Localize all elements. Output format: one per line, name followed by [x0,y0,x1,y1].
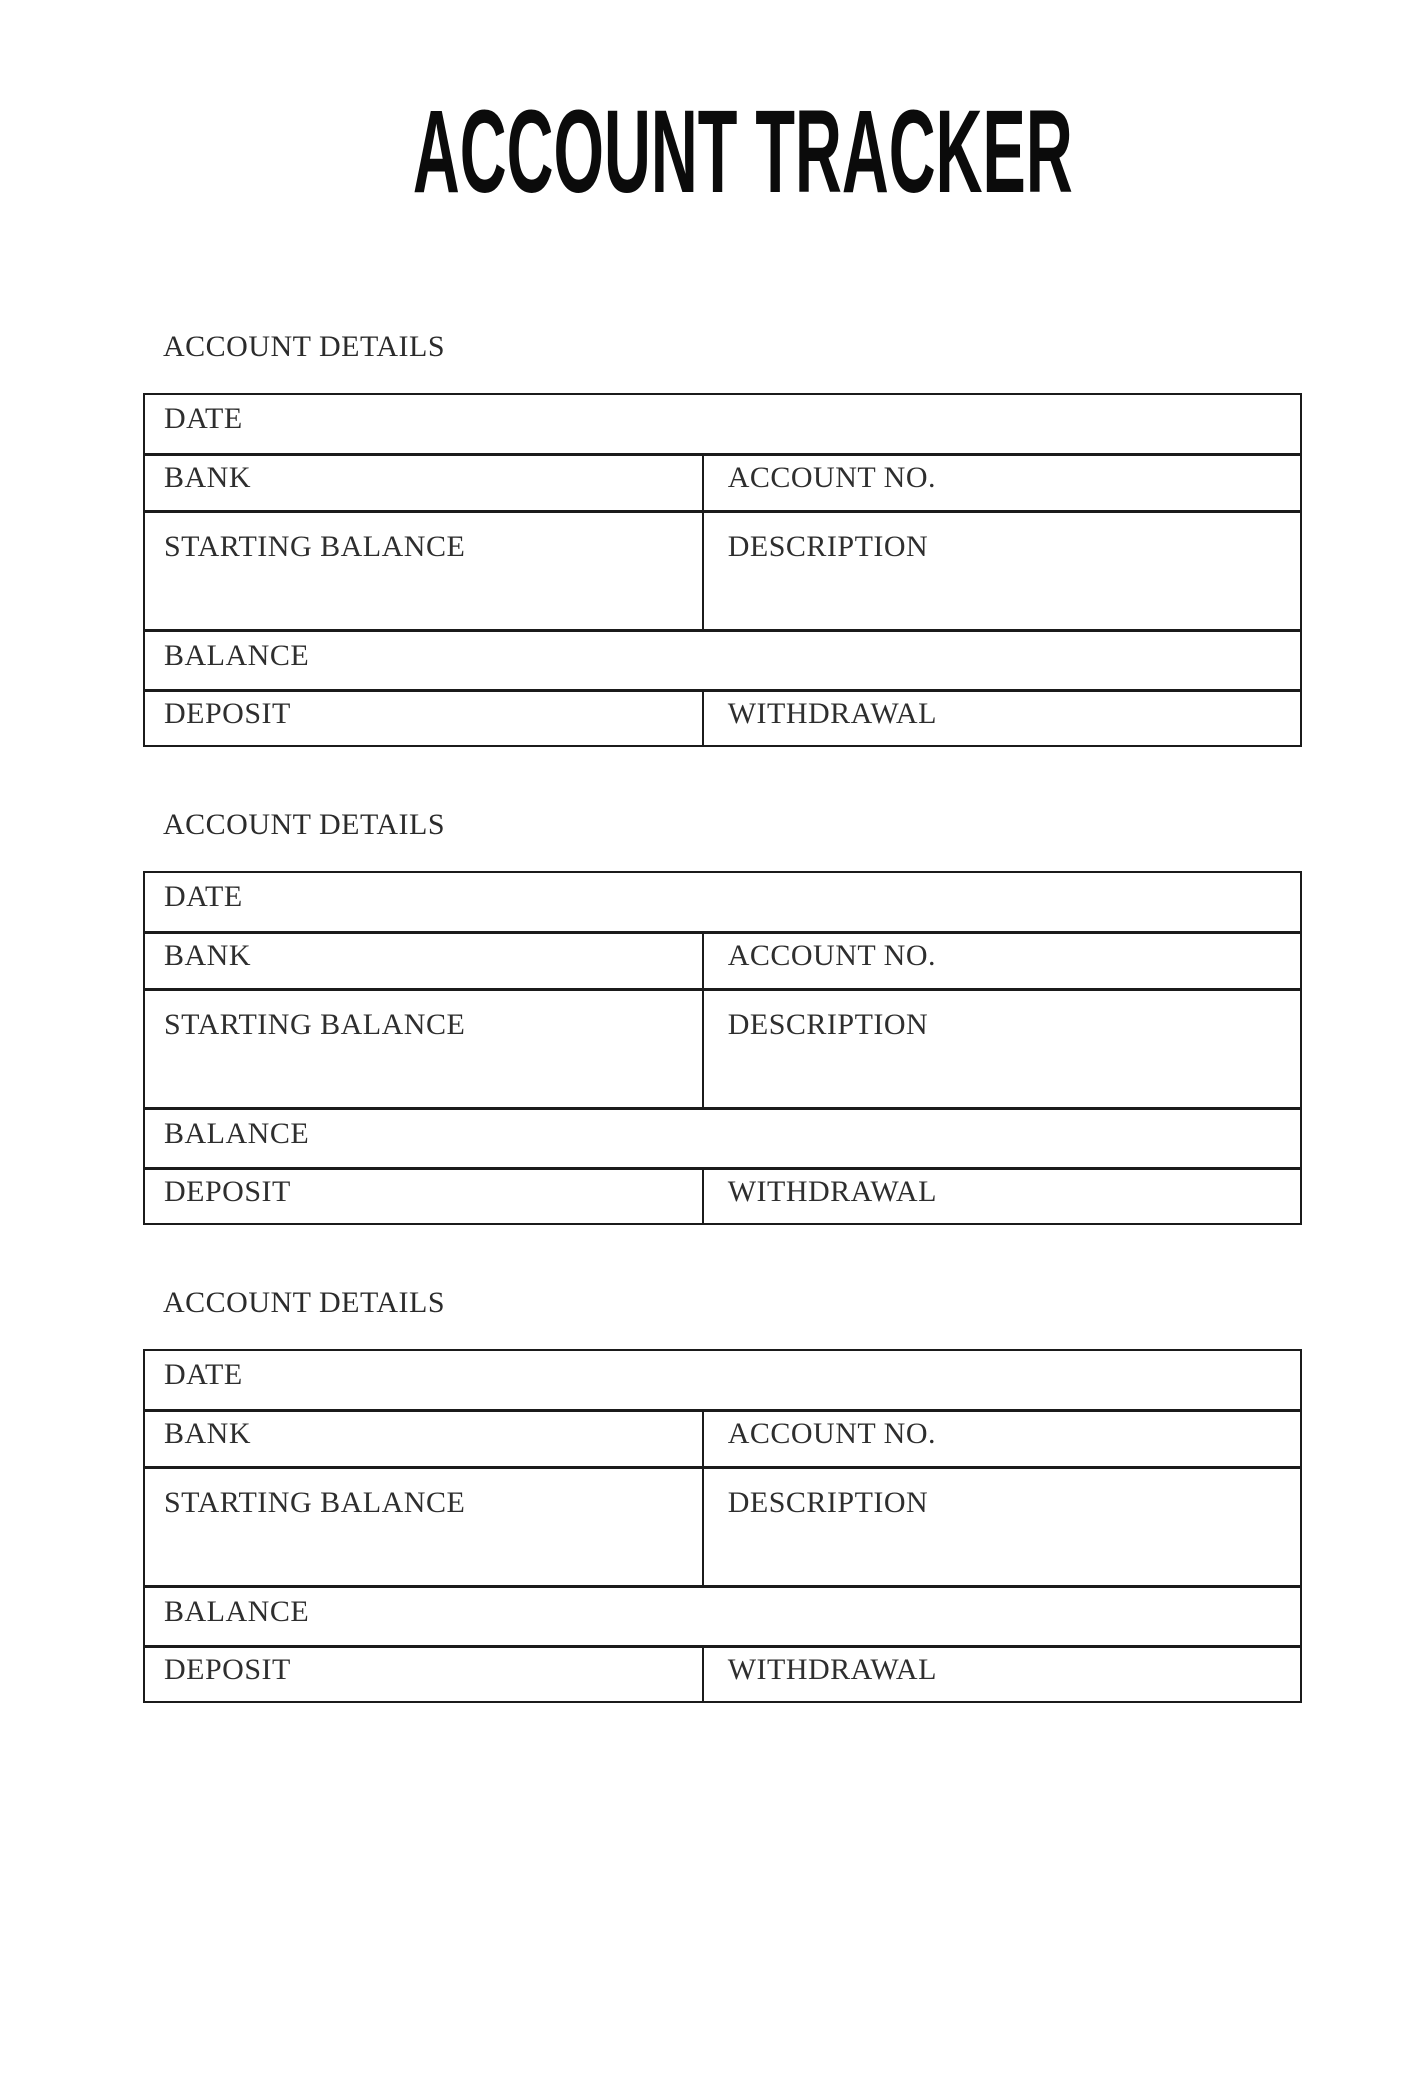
description-label: DESCRIPTION [702,513,1300,629]
account-no-label: ACCOUNT NO. [702,456,1300,510]
date-label: DATE [164,402,243,435]
table-row-bank-account [145,1409,1300,1466]
date-label: DATE [164,1358,243,1391]
account-no-label: ACCOUNT NO. [702,1412,1300,1466]
deposit-label: DEPOSIT [164,1652,291,1686]
starting-balance-label: STARTING BALANCE [164,530,466,563]
balance-label: BALANCE [164,638,310,672]
account-details-section-2 [143,807,1302,1225]
account-details-table [143,393,1302,747]
withdrawal-label: WITHDRAWAL [702,1170,1300,1223]
table-row-deposit-withdrawal [145,1645,1300,1701]
table-row-starting-description [145,988,1300,1107]
withdrawal-label: WITHDRAWAL [702,692,1300,745]
table-row-date [145,873,1300,931]
table-row-balance [145,1107,1300,1167]
page-title: ACCOUNT TRACKER [412,86,1073,218]
table-row-date [145,1351,1300,1409]
section-heading: ACCOUNT DETAILS [163,808,446,841]
bank-label: BANK [164,1417,252,1450]
account-details-table [143,871,1302,1225]
description-label: DESCRIPTION [702,1469,1300,1585]
table-row-starting-description [145,510,1300,629]
account-tracker-page [0,86,1414,2096]
balance-label: BALANCE [164,1116,310,1150]
table-row-bank-account [145,453,1300,510]
section-heading: ACCOUNT DETAILS [163,330,446,363]
table-row-bank-account [145,931,1300,988]
table-row-deposit-withdrawal [145,1167,1300,1223]
bank-label: BANK [164,939,252,972]
account-details-section-1 [143,329,1302,747]
account-details-table [143,1349,1302,1703]
starting-balance-label: STARTING BALANCE [164,1008,466,1041]
date-label: DATE [164,880,243,913]
table-row-balance [145,1585,1300,1645]
description-label: DESCRIPTION [702,991,1300,1107]
table-row-deposit-withdrawal [145,689,1300,745]
deposit-label: DEPOSIT [164,1174,291,1208]
account-details-section-3 [143,1285,1302,1703]
table-row-balance [145,629,1300,689]
starting-balance-label: STARTING BALANCE [164,1486,466,1519]
page-title-wrap [143,86,1302,218]
account-no-label: ACCOUNT NO. [702,934,1300,988]
bank-label: BANK [164,461,252,494]
table-row-starting-description [145,1466,1300,1585]
section-heading: ACCOUNT DETAILS [163,1286,446,1319]
deposit-label: DEPOSIT [164,696,291,730]
balance-label: BALANCE [164,1594,310,1628]
table-row-date [145,395,1300,453]
withdrawal-label: WITHDRAWAL [702,1648,1300,1701]
